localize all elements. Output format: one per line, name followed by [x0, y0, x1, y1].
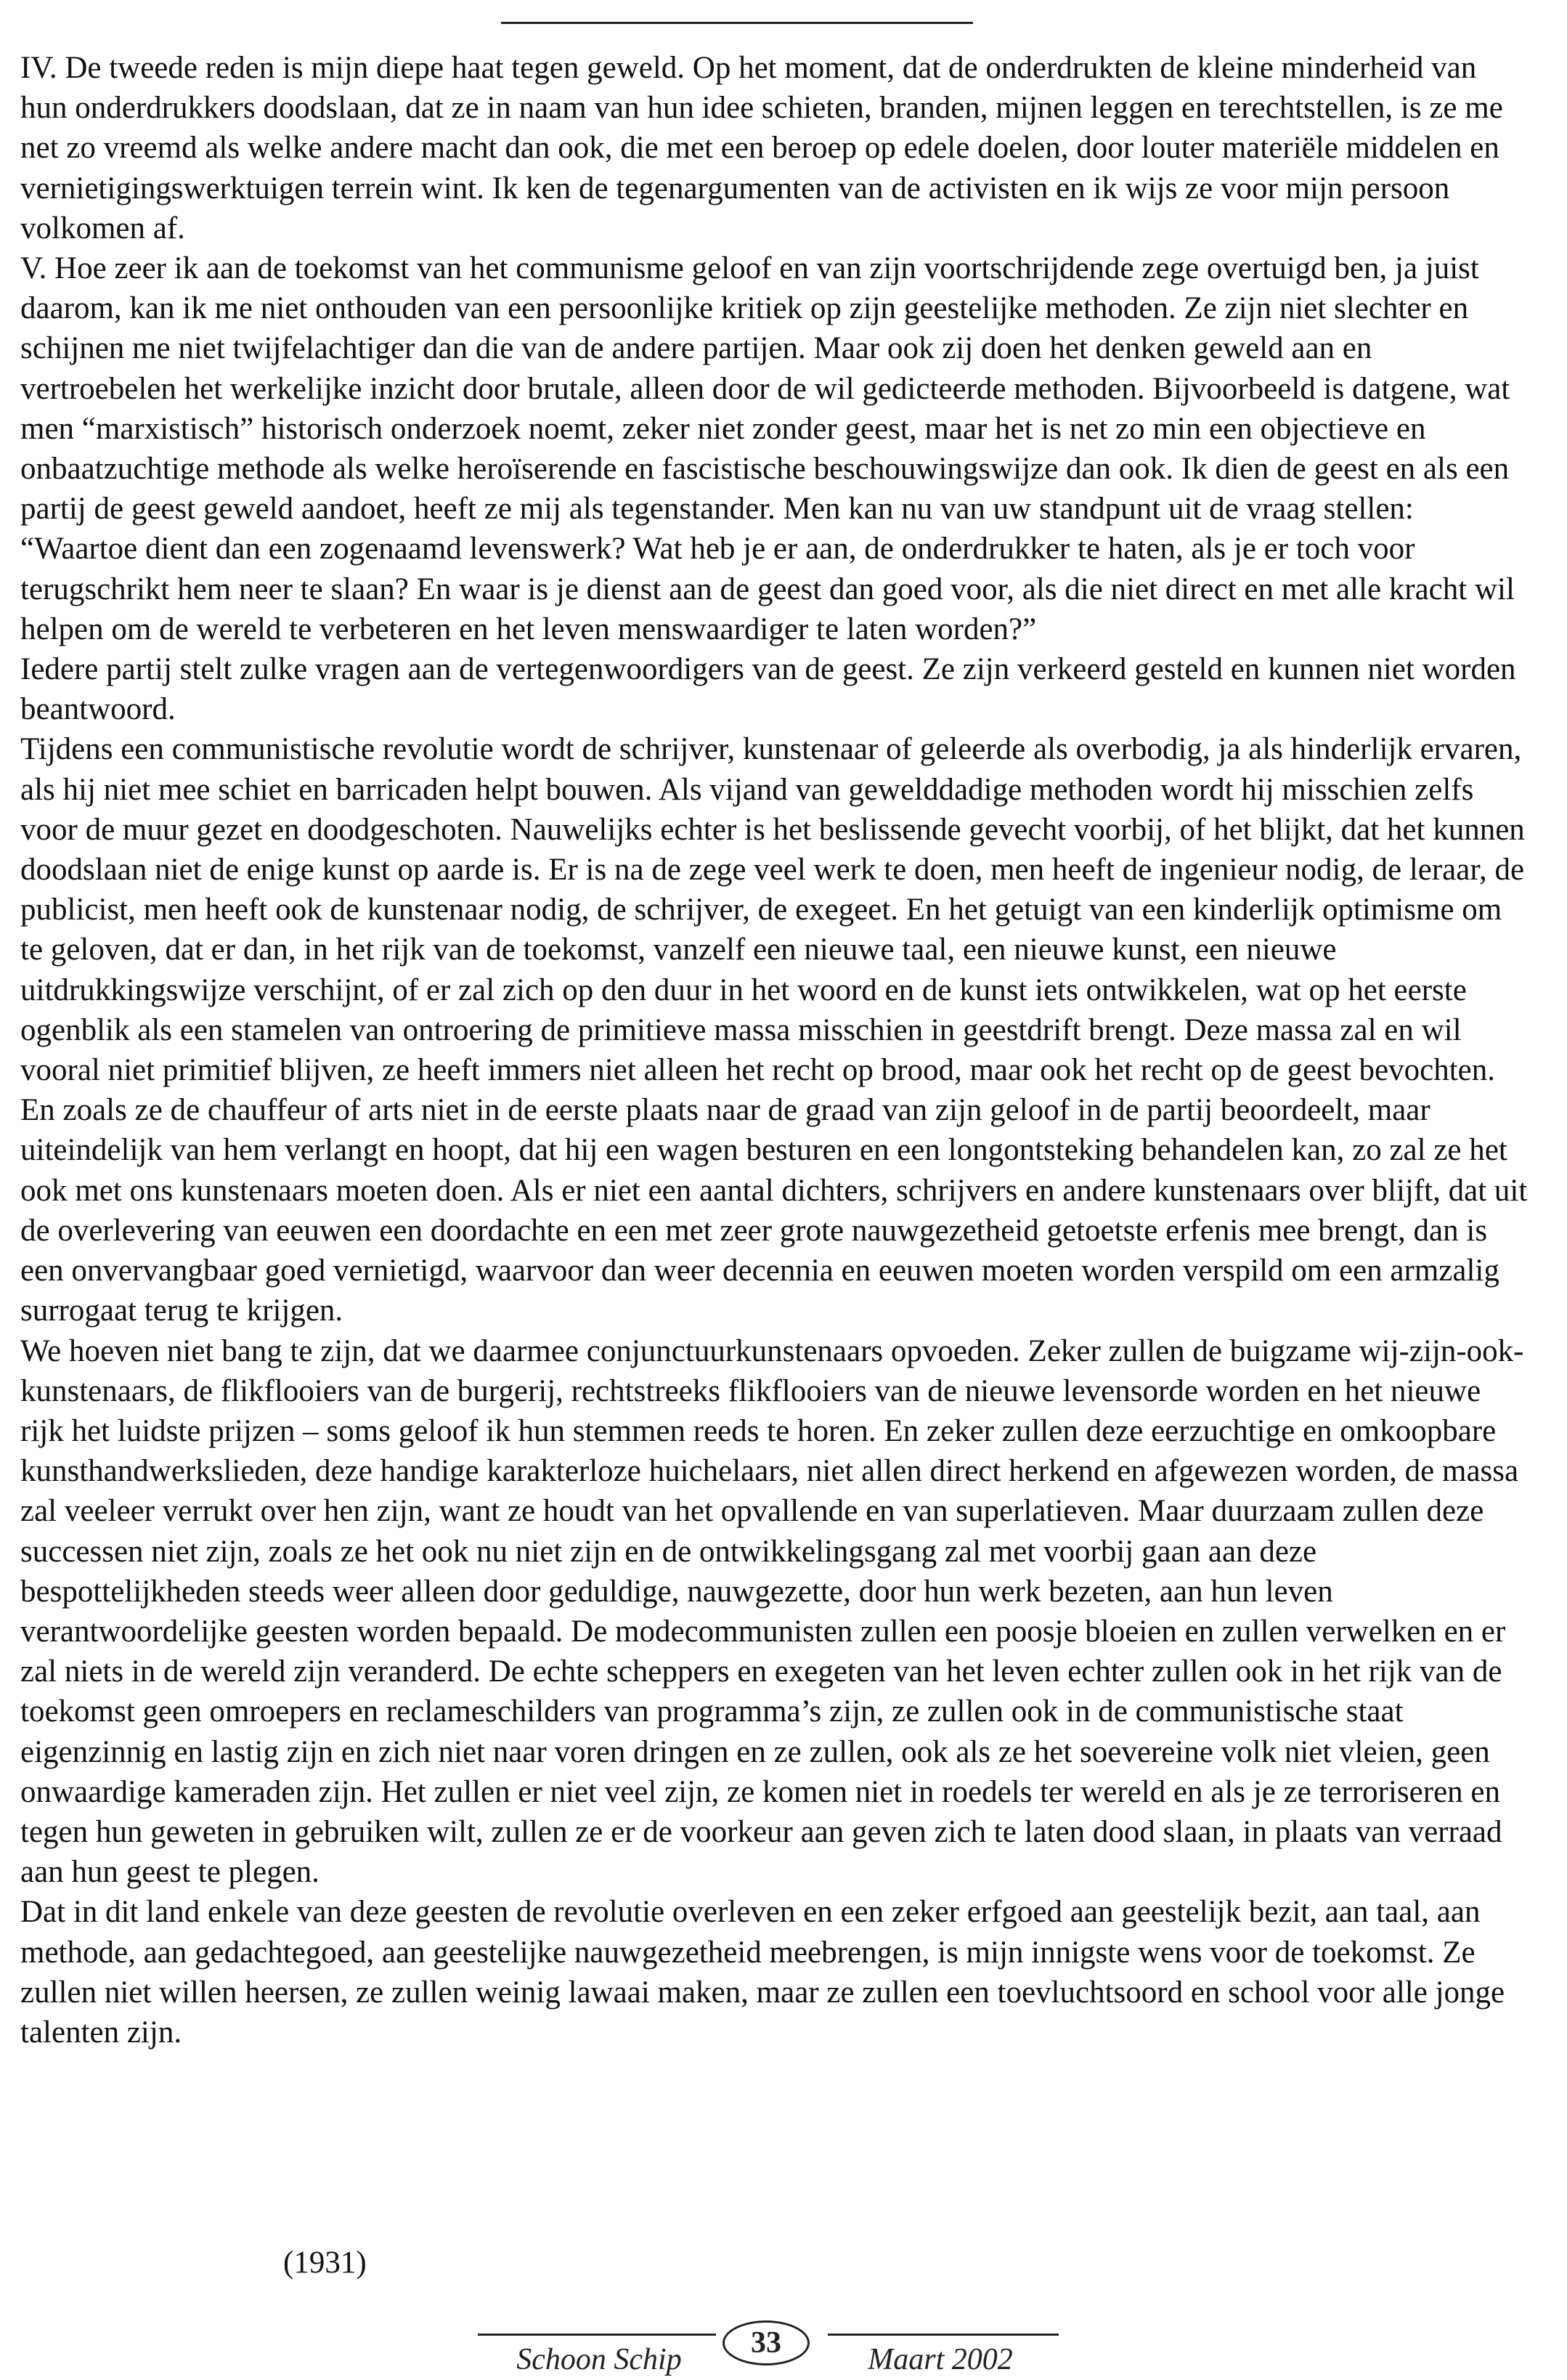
footer-publication: Schoon Schip: [516, 2343, 682, 2376]
page-footer: [436, 2326, 1060, 2376]
footer-date: Maart 2002: [868, 2343, 1013, 2376]
footer-rule-right: [828, 2334, 1059, 2336]
page-number-badge: 33: [723, 2320, 810, 2365]
paragraph-v: V. Hoe zeer ik aan de toekomst van het communisme geloof en van zijn voortschrijdende zege overtuigd ben, ja juist daarom, kan ik me niet onthouden van een persoonlijke kritiek op zijn geestelijke methoden. Ze zijn niet slechter en schijnen me niet twijfelachtiger dan die van de andere partijen. Maar ook zij doen het denken geweld aan en vertroebelen het werkelijke inzicht door brutale, alleen door de wil gedicteerde methoden. Bijvoorbeeld is datgene, wat men “marxistisch” historisch onderzoek noemt, zeker niet zonder geest, maar het is net zo min een objectieve en onbaatzuchtige methode als welke heroïserende en fascistische beschouwingswijze dan ook. Ik dien de geest en als een partij de geest geweld aandoet, heeft ze mij als tegenstander. Men kan nu van uw standpunt uit de vraag stellen: “Waartoe dient dan een zogenaamd levenswerk? Wat heb je er aan, de onderdrukker te haten, als je er toch voor terugschrikt hem neer te slaan? En waar is je dienst aan de geest dan goed voor, als die niet direct en met alle kracht wil helpen om de wereld te verbeteren en het leven menswaardiger te laten worden?”: [20, 251, 1515, 646]
year-label: (1931): [283, 2246, 367, 2280]
paragraph-parties: Iedere partij stelt zulke vragen aan de vertegenwoordigers van de geest. Ze zijn verkeerd gesteld en kunnen niet worden beantwoord.: [20, 652, 1516, 727]
paragraph-iv: IV. De tweede reden is mijn diepe haat tegen geweld. Op het moment, dat de onderdrukten de kleine minderheid van hun onderdrukkers doodslaan, dat ze in naam van hun idee schieten, branden, mijnen leggen en terechtstellen, is ze me net zo vreemd als welke andere macht dan ook, die met een beroep op edele doelen, door louter materiële middelen en vernietigingswerktuigen terrein wint. Ik ken de tegenargumenten van de activisten en ik wijs ze voor mijn persoon volkomen af.: [20, 51, 1503, 245]
footer-rule-left: [478, 2334, 716, 2336]
article-body: [20, 48, 1531, 2052]
paragraph-conjunctuur: We hoeven niet bang te zijn, dat we daarmee conjunctuurkunstenaars opvoeden. Zeker zullen de buigzame wij-zijn-ook-kunstenaars, de flikflooiers van de burgerij, rechtstreeks flikflooiers van de nieuwe levensorde worden en het nieuwe rijk het luidste prijzen – soms geloof ik hun stemmen reeds te horen. En zeker zullen deze eerzuchtige en omkoopbare kunsthandwerkslieden, deze handige karakterloze huichelaars, niet allen direct herkend en afgewezen worden, de massa zal veeleer verrukt over hen zijn, want ze houdt van het opvallende en van superlatieven. Maar duurzaam zullen deze successen niet zijn, zoals ze het ook nu niet zijn en de ontwikkelingsgang zal met voorbij gaan aan deze bespottelijkheden steeds weer alleen door geduldige, nauwgezette, door hun werk bezeten, aan hun leven verantwoordelijke geesten worden bepaald. De modecommunisten zullen een poosje bloeien en zullen verwelken en er zal niets in de wereld zijn veranderd. De echte scheppers en exegeten van het leven echter zullen ook in het rijk van de toekomst geen omroepers en reclameschilders van programma’s zijn, ze zullen ook in de communistische staat eigenzinnig en lastig zijn en zich niet naar voren dringen en ze zullen, ook als ze het soevereine volk niet vleien, geen onwaardige kameraden zijn. Het zullen er niet veel zijn, ze komen niet in roedels ter wereld en als je ze terroriseren en tegen hun geweten in gebruiken wilt, zullen ze er de voorkeur aan geven zich te laten dood slaan, in plaats van verraad aan hun geest te plegen.: [20, 1333, 1524, 1890]
paragraph-closing: Dat in dit land enkele van deze geesten de revolutie overleven en een zeker erfgoed aan geestelijk bezit, aan taal, aan methode, aan gedachtegoed, aan geestelijke nauwgezetheid meebrengen, is mijn innigste wens voor de toekomst. Ze zullen niet willen heersen, ze zullen weinig lawaai maken, maar ze zullen een toevluchtsoord en school voor alle jonge talenten zijn.: [20, 1895, 1505, 2050]
paragraph-revolution: Tijdens een communistische revolutie wordt de schrijver, kunstenaar of geleerde als overbodig, ja als hinderlijk ervaren, als hij niet mee schiet en barricaden helpt bouwen. Als vijand van gewelddadige methoden wordt hij misschien zelfs voor de muur gezet en doodgeschoten. Nauwelijks echter is het beslissende gevecht voorbij, of het blijkt, dat het kunnen doodslaan niet de enige kunst op aarde is. Er is na de zege veel werk te doen, men heeft de ingenieur nodig, de leraar, de publicist, men heeft ook de kunstenaar nodig, de schrijver, de exegeet. En het getuigt van een kinderlijk optimisme om te geloven, dat er dan, in het rijk van de toekomst, vanzelf een nieuwe taal, een nieuwe kunst, een nieuwe uitdrukkingswijze verschijnt, of er zal zich op den duur in het woord en de kunst iets ontwikkelen, wat op het eerste ogenblik als een stamelen van ontroering de primitieve massa misschien in geestdrift brengt. Deze massa zal en wil vooral niet primitief blijven, ze heeft immers niet alleen het recht op brood, maar ook het recht op de geest bevochten. En zoals ze de chauffeur of arts niet in de eerste plaats naar de graad van zijn geloof in de partij beoordeelt, maar uiteindelijk van hem verlangt en hoopt, dat hij een wagen besturen en een longontsteking behandelen kan, zo zal ze het ook met ons kunstenaars moeten doen. Als er niet een aantal dichters, schrijvers en andere kunstenaars over blijft, dat uit de overlevering van eeuwen een doordachte en een met zeer grote nauwgezetheid getoetste erfenis mee brengt, dan is een onvervangbaar goed vernietigd, waarvoor dan weer decennia en eeuwen moeten worden verspild om een armzalig surrogaat terug te krijgen.: [20, 732, 1528, 1328]
top-rule: [501, 22, 973, 24]
